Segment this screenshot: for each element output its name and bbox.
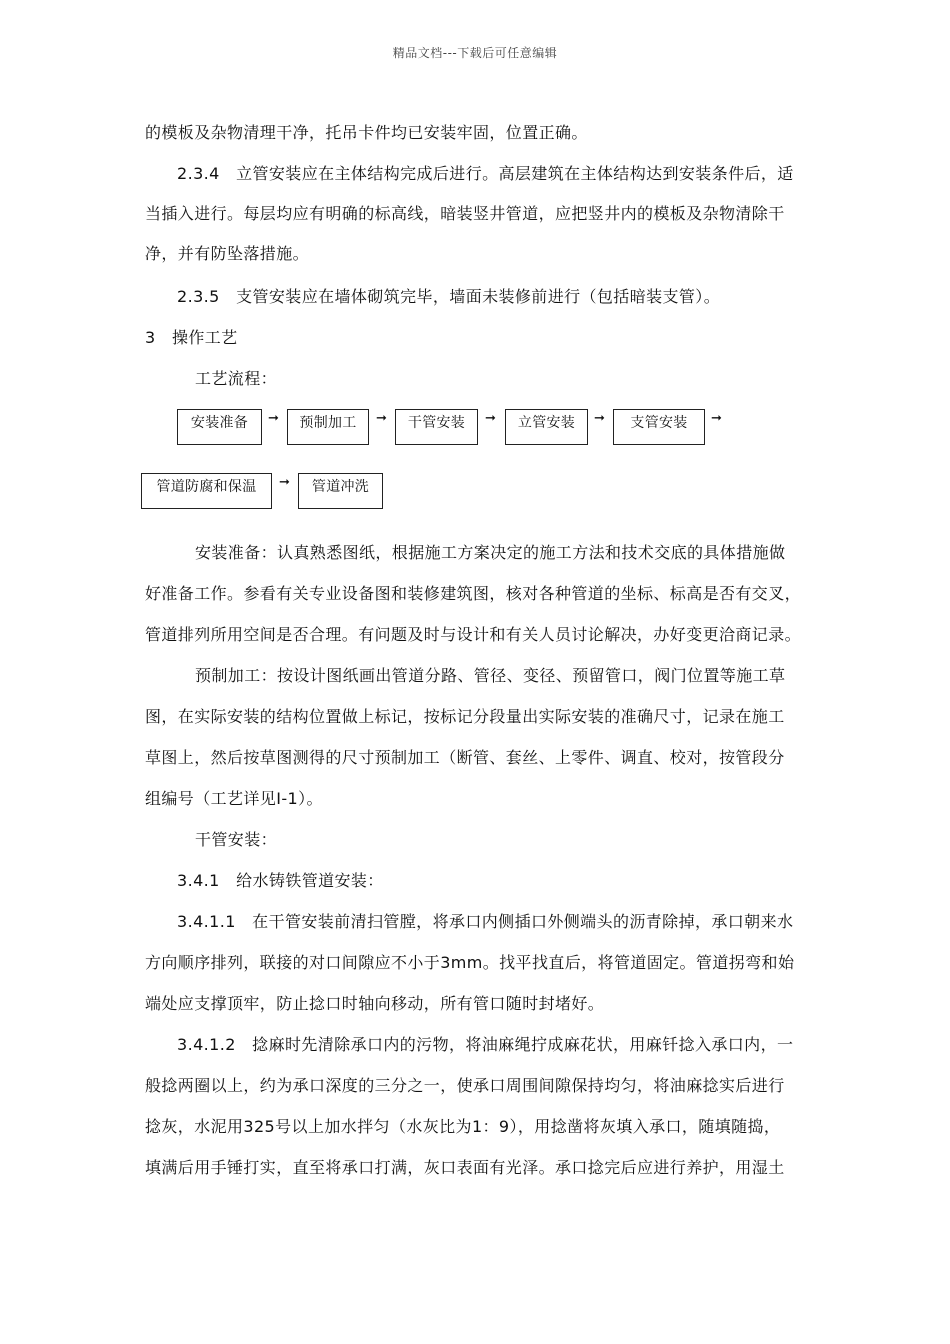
text-line: 3.4.1.1 在干管安装前清扫管膛，将承口内侧插口外侧端头的沥青除掉，承口朝来水 bbox=[177, 912, 794, 931]
subheading: 工艺流程： bbox=[195, 369, 278, 388]
flow-step-box: 支管安装 bbox=[613, 409, 705, 445]
text-line: 端处应支撑顶牢，防止捻口时轴向移动，所有管口随时封堵好。 bbox=[145, 994, 605, 1013]
section-heading: 3 操作工艺 bbox=[145, 328, 238, 347]
text-line: 方向顺序排列，联接的对口间隙应不小于3mm。找平找直后，将管道固定。管道拐弯和始 bbox=[145, 953, 795, 972]
subheading: 干管安装： bbox=[195, 830, 278, 849]
text-line: 图，在实际安装的结构位置做上标记，按标记分段量出实际安装的准确尺寸，记录在施工 bbox=[145, 707, 785, 726]
text-line: 预制加工：按设计图纸画出管道分路、管径、变径、预留管口，阀门位置等施工草 bbox=[195, 666, 786, 685]
text-line: 填满后用手锤打实，直至将承口打满，灰口表面有光泽。承口捻完后应进行养护，用湿土 bbox=[145, 1158, 785, 1177]
flow-arrow-icon: ➞ bbox=[376, 411, 387, 426]
text-line: 2.3.5 支管安装应在墙体砌筑完毕，墙面未装修前进行（包括暗装支管）。 bbox=[177, 287, 721, 306]
text-line: 安装准备：认真熟悉图纸，根据施工方案决定的施工方法和技术交底的具体措施做 bbox=[195, 543, 786, 562]
text-line: 草图上，然后按草图测得的尺寸预制加工（断管、套丝、上零件、调直、校对，按管段分 bbox=[145, 748, 785, 767]
text-line: 2.3.4 立管安装应在主体结构完成后进行。高层建筑在主体结构达到安装条件后，适 bbox=[177, 164, 794, 183]
text-line: 好准备工作。参看有关专业设备图和装修建筑图，核对各种管道的坐标、标高是否有交叉， bbox=[145, 584, 802, 603]
flow-arrow-icon: ➞ bbox=[711, 411, 722, 426]
text-line: 3.4.1.2 捻麻时先清除承口内的污物，将油麻绳拧成麻花状，用麻钎捻入承口内，一 bbox=[177, 1035, 794, 1054]
flow-step-box: 预制加工 bbox=[287, 409, 369, 445]
flow-step-box: 干管安装 bbox=[395, 409, 478, 445]
flow-arrow-icon: ➞ bbox=[268, 411, 279, 426]
text-line: 净，并有防坠落措施。 bbox=[145, 244, 310, 263]
text-line: 组编号（工艺详见Ⅰ-1）。 bbox=[145, 789, 323, 808]
text-line: 当插入进行。每层均应有明确的标高线，暗装竖井管道，应把竖井内的模板及杂物清除干 bbox=[145, 204, 785, 223]
text-line: 3.4.1 给水铸铁管道安装： bbox=[177, 871, 384, 890]
flow-arrow-icon: ➞ bbox=[594, 411, 605, 426]
flow-step-box: 管道冲洗 bbox=[298, 473, 383, 509]
text-line: 般捻两圈以上，约为承口深度的三分之一，使承口周围间隙保持均匀，将油麻捻实后进行 bbox=[145, 1076, 785, 1095]
page-header: 精品文档---下载后可任意编辑 bbox=[392, 46, 558, 60]
text-line: 的模板及杂物清理干净，托吊卡件均已安装牢固，位置正确。 bbox=[145, 123, 588, 142]
text-line: 捻灰，水泥用325号以上加水拌匀（水灰比为1：9），用捻凿将灰填入承口，随填随捣， bbox=[145, 1117, 781, 1136]
flow-step-box: 立管安装 bbox=[505, 409, 588, 445]
text-line: 管道排列所用空间是否合理。有问题及时与设计和有关人员讨论解决，办好变更洽商记录。 bbox=[145, 625, 802, 644]
flow-step-box: 管道防腐和保温 bbox=[141, 473, 272, 509]
flow-arrow-icon: ➞ bbox=[279, 475, 290, 490]
flow-arrow-icon: ➞ bbox=[485, 411, 496, 426]
flow-step-box: 安装准备 bbox=[177, 409, 262, 445]
